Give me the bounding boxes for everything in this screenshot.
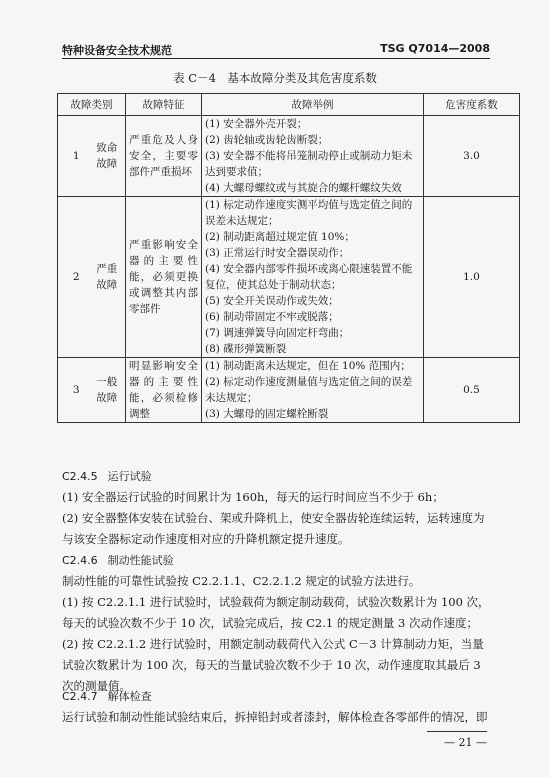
- header-fault-class: 故障类别: [58, 94, 126, 116]
- fault-class-label: 一般故障: [96, 376, 118, 404]
- table-row: [58, 116, 520, 197]
- fault-example-item: (1) 标定动作速度实测平均值与选定值之间的误差未达规定；: [205, 199, 413, 227]
- header-fault-examples: 故障举例: [202, 94, 424, 116]
- header-fault-feature: 故障特征: [126, 94, 202, 116]
- paragraph: 制动性能的可靠性试验按 C2.2.1.1、C2.2.1.2 规定的试验方法进行。: [62, 574, 421, 588]
- fault-examples-cell: [202, 197, 424, 358]
- fault-examples-cell: [202, 116, 424, 197]
- fault-example-item: (4) 安全器内部零件损坏或离心限速装置不能复位，使其总处于制动状态；: [205, 263, 413, 291]
- section-number: C2.4.6: [62, 554, 98, 567]
- section-brake-test: [62, 550, 494, 697]
- fault-example-item: (2) 标定动作速度测量值与选定值之间的误差未达规定；: [205, 376, 413, 404]
- fault-feature-cell: 严重影响安全器的主要性能，必须更换或调整其内部零部件: [126, 197, 202, 358]
- fault-example-item: (1) 制动距离未达规定，但在 10% 范围内；: [205, 360, 411, 372]
- hazard-coefficient-cell: 0.5: [424, 358, 520, 423]
- paragraph: (2) 安全器整体安装在试验台、架或升降机上，使安全器齿轮连续运转，运转速度为与该安全器标定动作速度相对应的升降机额定提升速度。: [62, 511, 485, 546]
- header-standard-type: 特种设备安全技术规范: [62, 44, 172, 57]
- fault-row-number: 3: [72, 384, 80, 396]
- page-header: [62, 36, 490, 59]
- hazard-coefficient-cell: 3.0: [424, 116, 520, 197]
- fault-classification-table: [57, 93, 520, 423]
- fault-examples-cell: [202, 358, 424, 423]
- fault-example-item: (7) 调速弹簧导向固定杆弯曲；: [205, 327, 350, 339]
- fault-example-item: (2) 制动距离超过规定值 10%；: [205, 231, 355, 243]
- section-number: C2.4.7: [62, 690, 98, 703]
- section-title: 运行试验: [107, 470, 152, 483]
- fault-example-item: (2) 齿轮轴或齿轮齿断裂；: [205, 134, 329, 146]
- table-row: [58, 358, 520, 423]
- paragraph: 运行试验和制动性能试验结束后，拆掉铅封或者漆封，解体检查各零部件的情况，即: [62, 710, 488, 724]
- fault-example-item: (3) 大螺母的固定螺栓断裂: [205, 408, 329, 420]
- table-header-row: [58, 94, 520, 116]
- page-number: — 21 —: [427, 731, 487, 749]
- fault-example-item: (3) 正常运行时安全器误动作；: [205, 247, 350, 259]
- paragraph: (1) 按 C2.2.1.1 进行试验时，试验载荷为额定制动载荷，试验次数累计为 100 次，每天的试验次数不少于 10 次，试验完成后，按 C2.1 的规定测量 3 次动作速度；: [62, 595, 490, 630]
- header-hazard-coefficient: 危害度系数: [424, 94, 520, 116]
- section-disassembly-check: [62, 686, 494, 728]
- section-heading: [62, 686, 494, 707]
- paragraph: (1) 安全器运行试验的时间累计为 160h，每天的运行时间应当不少于 6h；: [62, 490, 444, 504]
- fault-class-cell: [58, 116, 126, 197]
- paragraph: (2) 按 C2.2.1.2 进行试验时，用额定制动载荷代入公式 C－3 计算制动力矩，当量试验次数累计为 100 次，每天的当量试验次数不少于 10 次，动作速度取其最后 3 次的测量值。: [62, 637, 484, 693]
- header-standard-code: TSG Q7014—2008: [380, 42, 490, 55]
- section-heading: [62, 550, 494, 571]
- hazard-coefficient-cell: 1.0: [424, 197, 520, 358]
- section-title: 制动性能试验: [107, 554, 174, 567]
- fault-class-label: 致命故障: [96, 142, 118, 170]
- fault-feature-cell: 明显影响安全器的主要性能，必须检修调整: [126, 358, 202, 423]
- section-run-test: [62, 466, 494, 550]
- fault-example-item: (3) 安全器不能将吊笼制动停止或制动力矩未达到要求值；: [205, 150, 413, 178]
- fault-feature-cell: 严重危及人身安全，主要零部件严重损坏: [126, 116, 202, 197]
- section-number: C2.4.5: [62, 470, 98, 483]
- fault-row-number: 2: [72, 271, 80, 283]
- table-caption: 表 C－4 基本故障分类及其危害度系数: [173, 71, 377, 85]
- section-heading: [62, 466, 494, 487]
- fault-class-label: 严重故障: [96, 263, 118, 291]
- fault-example-item: (4) 大螺母螺纹或与其旋合的螺杆螺纹失效: [205, 182, 402, 194]
- fault-example-item: (1) 安全器外壳开裂；: [205, 118, 308, 130]
- fault-class-cell: [58, 197, 126, 358]
- fault-example-item: (8) 碟形弹簧断裂: [205, 343, 287, 355]
- fault-example-item: (6) 制动带固定不牢或脱落；: [205, 311, 339, 323]
- fault-row-number: 1: [72, 150, 80, 162]
- section-title: 解体检查: [107, 690, 152, 703]
- fault-example-item: (5) 安全开关误动作或失效；: [205, 295, 339, 307]
- table-row: [58, 197, 520, 358]
- fault-class-cell: [58, 358, 126, 423]
